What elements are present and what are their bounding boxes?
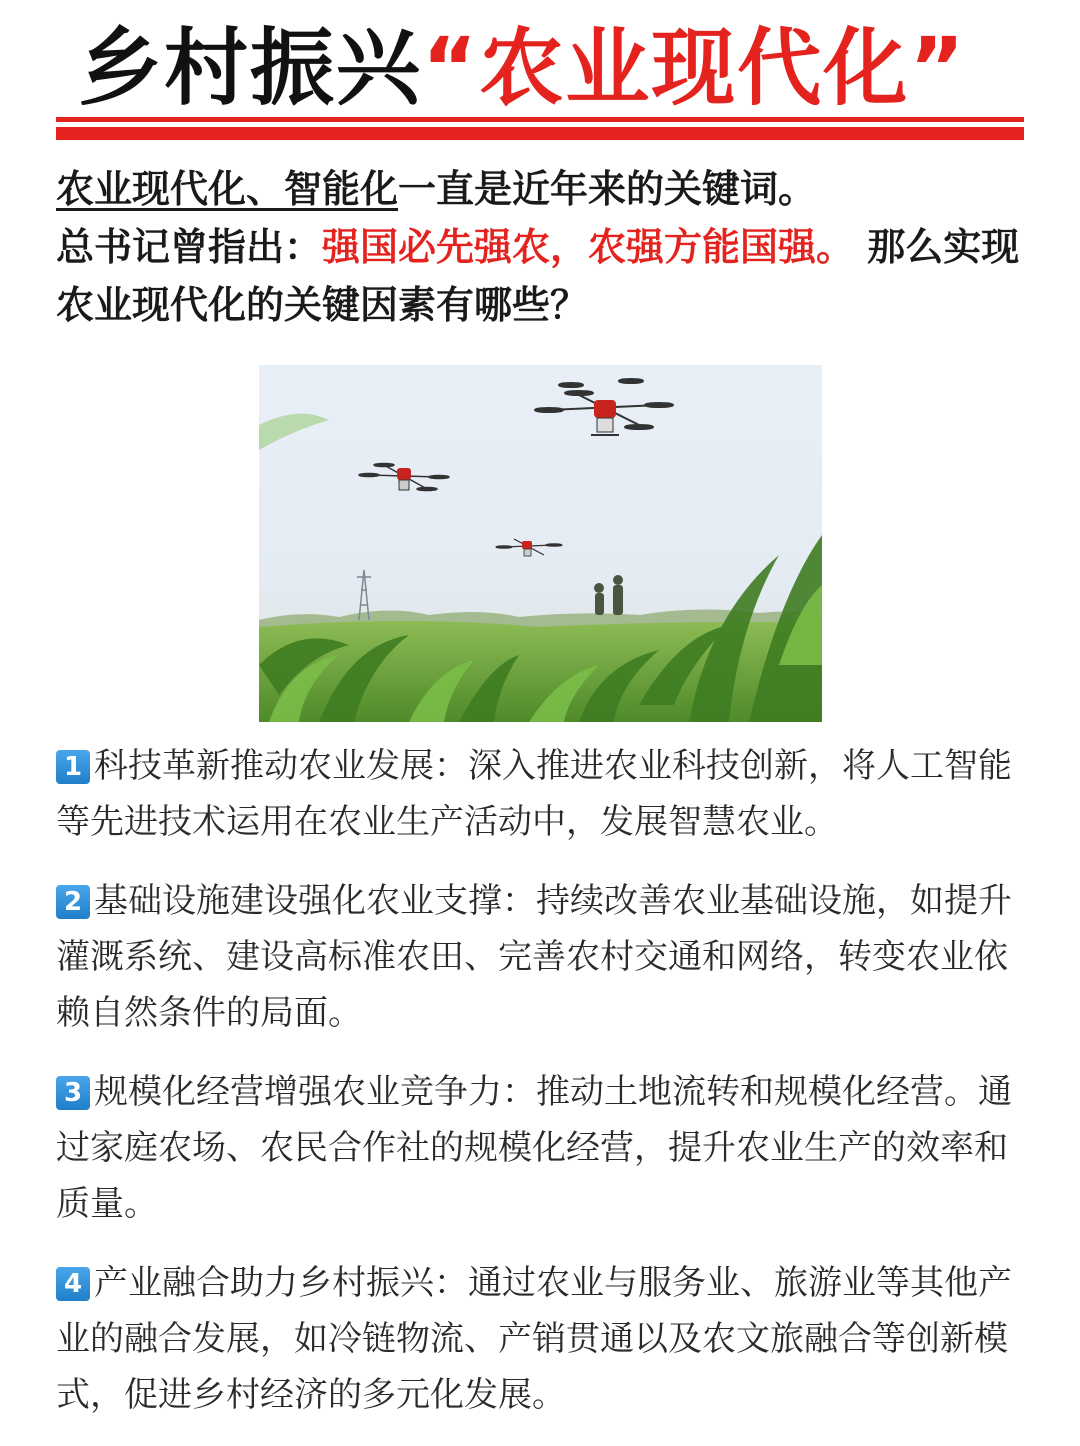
number-badge-icon: 1 [56, 750, 90, 784]
list-item-text: 科技革新推动农业发展：深入推进农业科技创新，将人工智能等先进技术运用在农业生产活动中，发展智慧农业。 [56, 746, 1012, 842]
drone-field-photo [259, 365, 822, 722]
title-divider-thick [56, 127, 1024, 140]
intro-paragraph [56, 160, 1024, 334]
intro-line2-prefix: 总书记曾指出： [56, 225, 323, 269]
number-badge-icon: 4 [56, 1267, 90, 1301]
intro-quote: 强国必先强农，农强方能国强。 [322, 225, 855, 269]
title-highlight: “农业现代化” [422, 19, 967, 117]
page-title [78, 18, 1038, 118]
list-item [56, 873, 1026, 1041]
list-item-text: 规模化经营增强农业竞争力：推动土地流转和规模化经营。通过家庭农场、农民合作社的规模化经营，提升农业生产的效率和质量。 [56, 1072, 1012, 1224]
drone-field-illustration [259, 365, 822, 722]
intro-keyword: 农业现代化、智能化 [56, 167, 399, 211]
list-item [56, 738, 1026, 850]
list-item [56, 1064, 1026, 1232]
list-item-text: 基础设施建设强化农业支撑：持续改善农业基础设施，如提升灌溉系统、建设高标准农田、完善农村交通和网络，转变农业依赖自然条件的局面。 [56, 881, 1012, 1033]
list-item-text: 产业融合助力乡村振兴：通过农业与服务业、旅游业等其他产业的融合发展，如冷链物流、产销贯通以及农文旅融合等创新模式，促进乡村经济的多元化发展。 [56, 1263, 1012, 1415]
title-divider-thin [56, 117, 1024, 122]
list-item [56, 1255, 1026, 1423]
number-badge-icon: 3 [56, 1076, 90, 1110]
intro-line2-suffix: 那么实现农业现代化的关键因素有哪些？ [56, 225, 1020, 327]
key-factors-list [56, 738, 1026, 1446]
title-main: 乡村振兴 [78, 19, 423, 117]
number-badge-icon: 2 [56, 885, 90, 919]
intro-line1: 一直是近年来的关键词。 [398, 167, 817, 211]
